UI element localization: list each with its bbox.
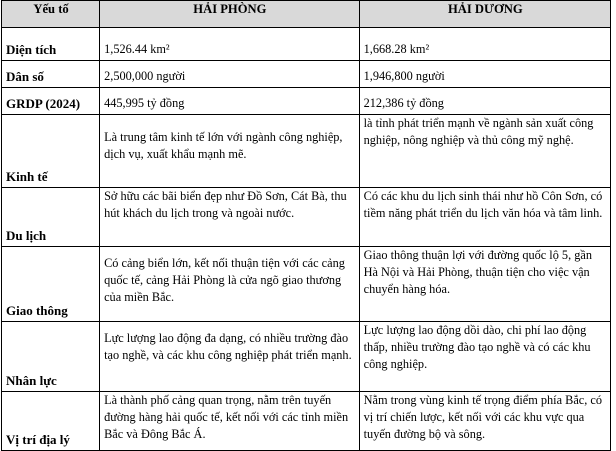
comparison-table bbox=[1, 0, 611, 451]
cell-city-a: 445,995 tỷ đồng bbox=[100, 88, 360, 115]
table-row bbox=[2, 188, 611, 247]
row-label: Giao thông bbox=[2, 247, 100, 322]
row-label: Dân số bbox=[2, 61, 100, 88]
cell-city-b: 1,668.28 km² bbox=[359, 28, 610, 61]
cell-city-b: là tỉnh phát triển mạnh về ngành sản xuất công nghiệp, nông nghiệp và thủ công mỹ nghệ. bbox=[359, 115, 610, 188]
row-label: Kinh tế bbox=[2, 115, 100, 188]
table-header bbox=[2, 1, 611, 28]
cell-city-a: Là thành phố cảng quan trọng, nằm trên tuyến đường hàng hải quốc tế, kết nối với các tỉnh miền Bắc và Đông Bắc Á. bbox=[100, 392, 360, 451]
header-city-a: HẢI PHÒNG bbox=[100, 1, 360, 28]
row-label: Du lịch bbox=[2, 188, 100, 247]
header-factor: Yếu tố bbox=[2, 1, 100, 28]
table-row bbox=[2, 88, 611, 115]
cell-city-b: Có các khu du lịch sinh thái như hồ Côn Sơn, có tiềm năng phát triển du lịch văn hóa và tâm linh. bbox=[359, 188, 610, 247]
cell-city-a: Sở hữu các bãi biển đẹp như Đồ Sơn, Cát Bà, thu hút khách du lịch trong và ngoài nước. bbox=[100, 188, 360, 247]
table-row bbox=[2, 115, 611, 188]
row-label: Diện tích bbox=[2, 28, 100, 61]
cell-city-b: 212,386 tỷ đồng bbox=[359, 88, 610, 115]
cell-city-a: Lực lượng lao động đa dạng, có nhiều trường đào tạo nghề, và các khu công nghiệp phát triển mạnh. bbox=[100, 322, 360, 392]
table-row bbox=[2, 392, 611, 451]
header-city-b: HẢI DƯƠNG bbox=[359, 1, 610, 28]
row-label: Nhân lực bbox=[2, 322, 100, 392]
row-label: GRDP (2024) bbox=[2, 88, 100, 115]
table-row bbox=[2, 61, 611, 88]
table-row bbox=[2, 247, 611, 322]
cell-city-a: 2,500,000 người bbox=[100, 61, 360, 88]
cell-city-b: 1,946,800 người bbox=[359, 61, 610, 88]
header-row bbox=[2, 1, 611, 28]
cell-city-b: Lực lượng lao động dồi dào, chi phí lao động thấp, nhiều trường đào tạo nghề và có các khu công nghiệp. bbox=[359, 322, 610, 392]
cell-city-b: Giao thông thuận lợi với đường quốc lộ 5, gần Hà Nội và Hải Phòng, thuận tiện cho việc vận chuyển hàng hóa. bbox=[359, 247, 610, 322]
table-row bbox=[2, 28, 611, 61]
cell-city-a: 1,526.44 km² bbox=[100, 28, 360, 61]
cell-city-a: Là trung tâm kinh tế lớn với ngành công nghiệp, dịch vụ, xuất khẩu mạnh mẽ. bbox=[100, 115, 360, 188]
cell-city-b: Nằm trong vùng kinh tế trọng điểm phía Bắc, có vị trí chiến lược, kết nối với các khu vực qua tuyến đường bộ và sông. bbox=[359, 392, 610, 451]
table-body bbox=[2, 28, 611, 451]
row-label: Vị trí địa lý bbox=[2, 392, 100, 451]
table-row bbox=[2, 322, 611, 392]
cell-city-a: Có cảng biển lớn, kết nối thuận tiện với các cảng quốc tế, cảng Hải Phòng là cửa ngõ giao thương của miền Bắc. bbox=[100, 247, 360, 322]
